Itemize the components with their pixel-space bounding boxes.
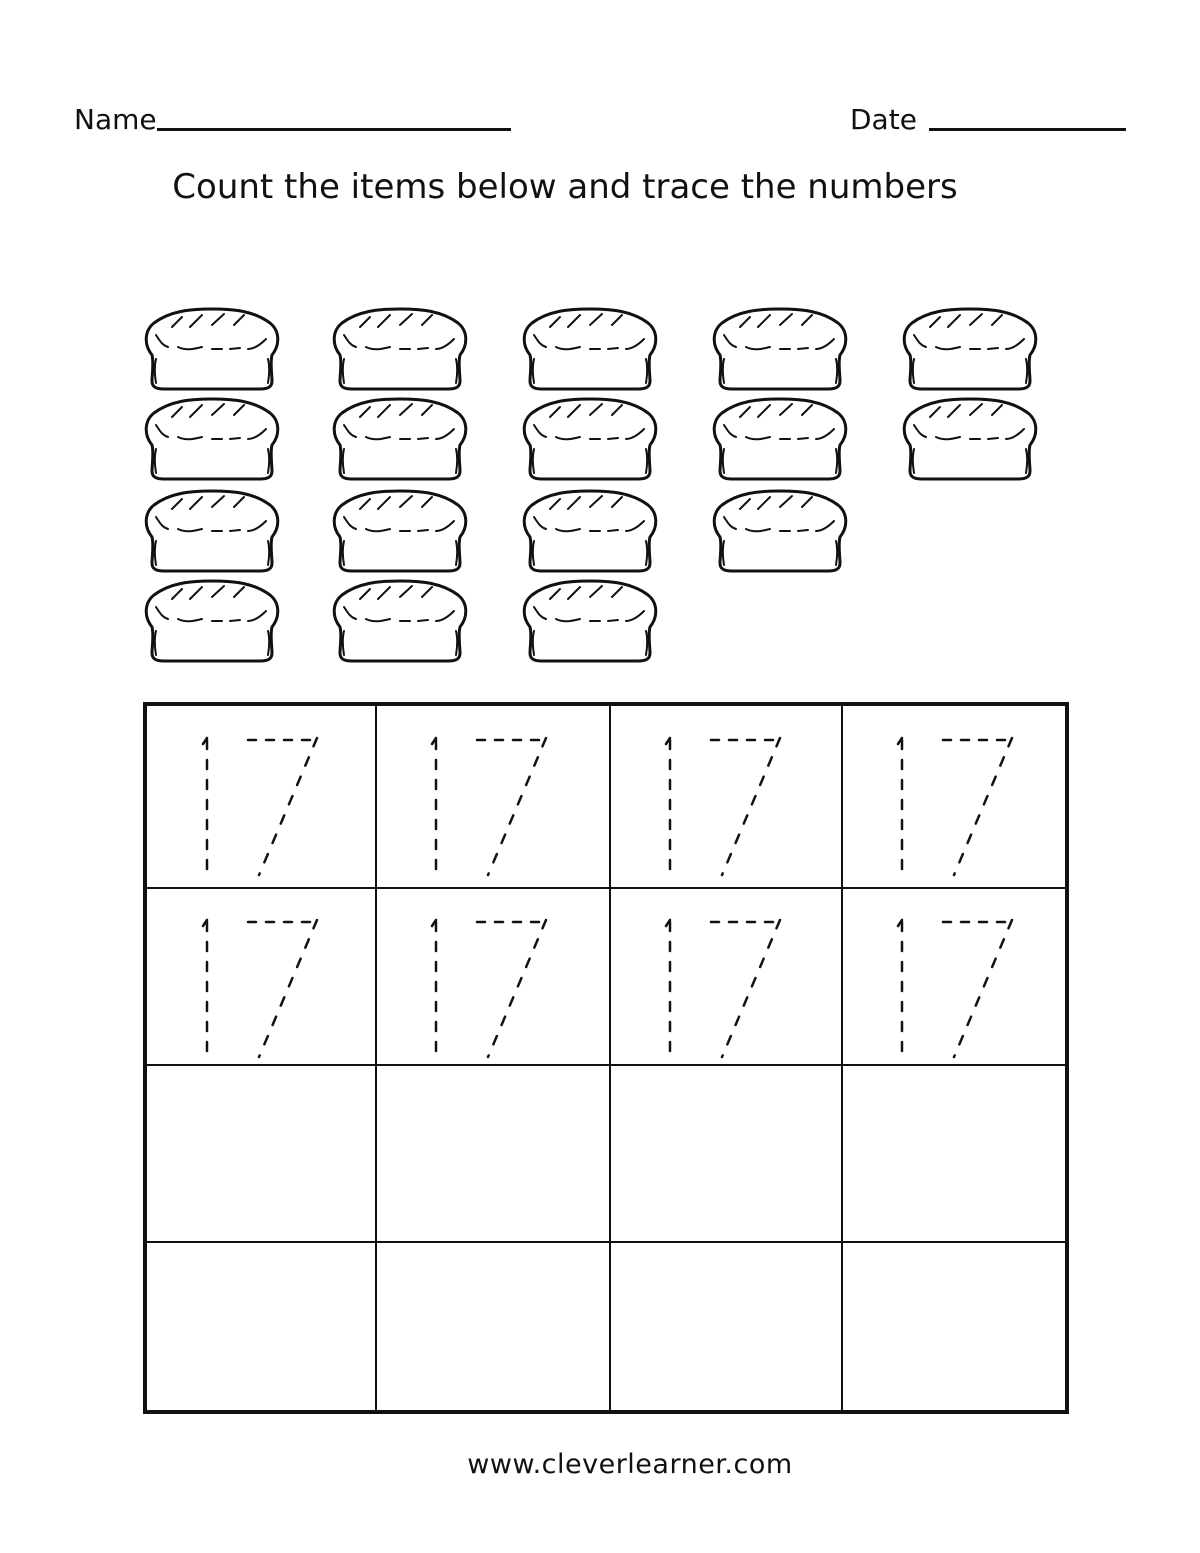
bread-loaf-icon: [142, 577, 282, 665]
website-footer: www.cleverlearner.com: [467, 1449, 793, 1480]
traceable-number-17[interactable]: [149, 912, 309, 1052]
traceable-number-17[interactable]: [149, 730, 309, 870]
traceable-number-17[interactable]: [844, 730, 1004, 870]
bread-loaf-icon: [142, 395, 282, 483]
bread-loaf-icon: [900, 305, 1040, 393]
bread-loaf-icon: [330, 487, 470, 575]
bread-loaf-icon: [900, 395, 1040, 483]
bread-loaf-icon: [710, 305, 850, 393]
count-items-area: [0, 0, 1200, 700]
bread-loaf-icon: [142, 487, 282, 575]
traceable-number-17[interactable]: [378, 912, 538, 1052]
bread-loaf-icon: [520, 305, 660, 393]
traceable-number-17[interactable]: [844, 912, 1004, 1052]
bread-loaf-icon: [330, 577, 470, 665]
date-label: Date: [850, 103, 917, 136]
traceable-number-17[interactable]: [612, 730, 772, 870]
traceable-number-17[interactable]: [612, 912, 772, 1052]
bread-loaf-icon: [142, 305, 282, 393]
bread-loaf-icon: [520, 395, 660, 483]
bread-loaf-icon: [330, 305, 470, 393]
bread-loaf-icon: [520, 577, 660, 665]
bread-loaf-icon: [710, 487, 850, 575]
traceable-number-17[interactable]: [378, 730, 538, 870]
bread-loaf-icon: [520, 487, 660, 575]
bread-loaf-icon: [330, 395, 470, 483]
bread-loaf-icon: [710, 395, 850, 483]
instructions-text: Count the items below and trace the numbers: [172, 167, 958, 207]
trace-grid: [143, 702, 1069, 1414]
name-label: Name: [74, 103, 157, 136]
